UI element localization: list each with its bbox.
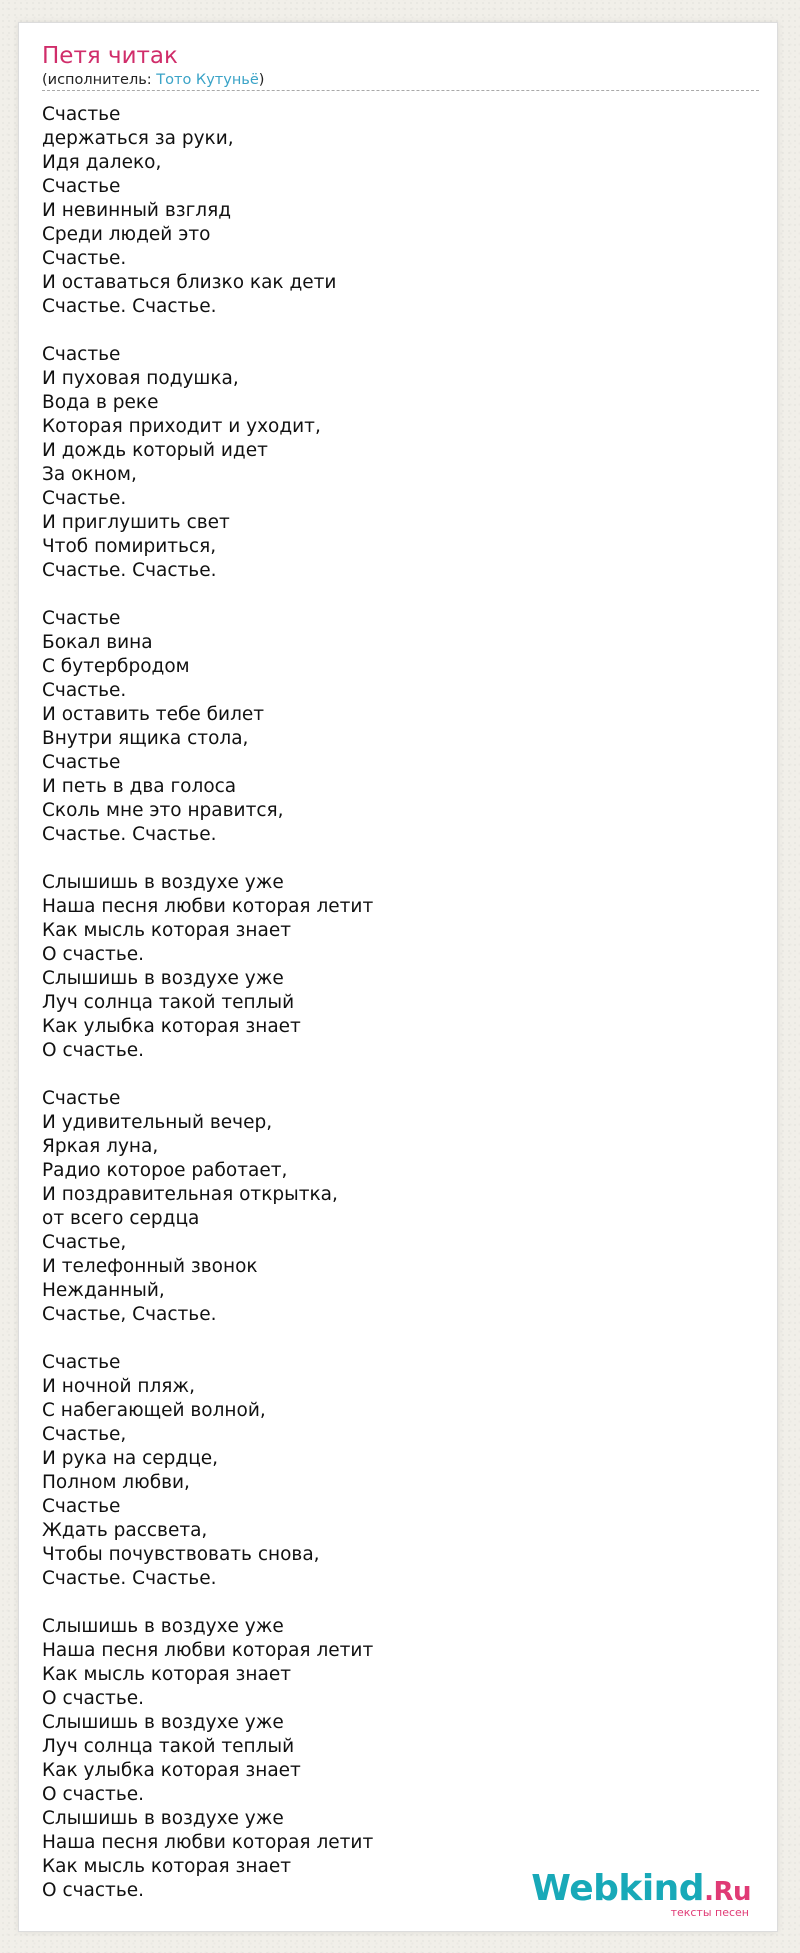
lyrics-line: Чтобы почувствовать снова, [42,1544,320,1565]
lyrics-line: Счастье [42,1496,121,1517]
lyrics-line: Слышишь в воздухе уже [42,1808,284,1829]
lyrics-line: Как улыбка которая знает [42,1760,301,1781]
lyrics-line: от всего сердца [42,1208,200,1229]
performer-suffix: ) [258,72,265,88]
lyrics-stanza [42,607,762,847]
lyrics-line: О счастье. [42,1880,144,1901]
lyrics-line: И дождь который идет [42,440,268,461]
lyrics-line: Нежданный, [42,1280,165,1301]
lyrics-line: И оставаться близко как дети [42,272,337,293]
lyrics-line: И петь в два голоса [42,776,237,797]
lyrics-line: Счастье. Счастье. [42,1568,217,1589]
lyrics-line: О счастье. [42,1784,144,1805]
lyrics-line: И удивительный вечер, [42,1112,273,1133]
lyrics-line: Счастье. [42,248,127,269]
lyrics-line: Счастье. [42,488,127,509]
lyrics-line: Счастье, [42,1424,127,1445]
lyrics-line: Слышишь в воздухе уже [42,1616,284,1637]
lyrics-line: Среди людей это [42,224,211,245]
song-title: Петя читак [42,43,178,69]
logo-tld: .Ru [704,1877,751,1907]
lyrics-stanza [42,1351,762,1591]
lyrics-line: За окном, [42,464,137,485]
lyrics-line: Чтоб помириться, [42,536,217,557]
performer-link[interactable]: Тото Кутуньё [156,72,259,88]
lyrics-line: Слышишь в воздухе уже [42,1712,284,1733]
lyrics-card [18,22,778,1932]
lyrics-line: И приглушить свет [42,512,230,533]
song-header [42,41,759,91]
lyrics-line: Идя далеко, [42,152,162,173]
lyrics-line: О счастье. [42,944,144,965]
lyrics-line: О счастье. [42,1040,144,1061]
lyrics-line: Счастье. Счастье. [42,560,217,581]
lyrics-line: Слышишь в воздухе уже [42,968,284,989]
lyrics-line: Счастье [42,752,121,773]
lyrics-line: О счастье. [42,1688,144,1709]
lyrics-line: Луч солнца такой теплый [42,1736,295,1757]
lyrics-line: И поздравительная открытка, [42,1184,338,1205]
lyrics-line: И пуховая подушка, [42,368,239,389]
performer-prefix: (исполнитель: [42,72,157,88]
lyrics-line: Наша песня любви которая летит [42,1640,374,1661]
lyrics-line: И оставить тебе билет [42,704,265,725]
logo-brand: Webkind [531,1868,705,1909]
lyrics-line: И телефонный звонок [42,1256,258,1277]
lyrics-line: Яркая луна, [42,1136,159,1157]
lyrics-line: держаться за руки, [42,128,234,149]
lyrics-line: Сколь мне это нравится, [42,800,284,821]
lyrics-line: Наша песня любви которая летит [42,1832,374,1853]
lyrics-line: Счастье. Счастье. [42,296,217,317]
lyrics-line: Слышишь в воздухе уже [42,872,284,893]
lyrics-line: Вода в реке [42,392,159,413]
lyrics-line: Внутри ящика стола, [42,728,249,749]
lyrics-line: Ждать рассвета, [42,1520,208,1541]
lyrics-line: Счастье [42,1352,121,1373]
lyrics-text [42,103,762,1927]
lyrics-line: Счастье. [42,680,127,701]
lyrics-line: И невинный взгляд [42,200,232,221]
site-logo[interactable] [531,1869,751,1919]
lyrics-line: Как мысль которая знает [42,1856,291,1877]
lyrics-line: С бутербродом [42,656,190,677]
lyrics-line: И ночной пляж, [42,1376,195,1397]
logo-tagline: тексты песен [670,1906,749,1919]
lyrics-line: Которая приходит и уходит, [42,416,321,437]
lyrics-line: Счастье [42,176,121,197]
performer-line [42,71,759,89]
lyrics-line: Как улыбка которая знает [42,1016,301,1037]
lyrics-line: Счастье [42,608,121,629]
lyrics-line: Счастье [42,344,121,365]
lyrics-line: Полном любви, [42,1472,190,1493]
lyrics-line: Счастье. Счастье. [42,824,217,845]
lyrics-line: Счастье, Счастье. [42,1304,217,1325]
lyrics-stanza [42,1615,762,1903]
lyrics-stanza [42,871,762,1063]
lyrics-line: С набегающей волной, [42,1400,266,1421]
lyrics-line: Наша песня любви которая летит [42,896,374,917]
lyrics-line: Радио которое работает, [42,1160,288,1181]
lyrics-line: Счастье [42,104,121,125]
lyrics-line: Бокал вина [42,632,153,653]
lyrics-stanza [42,343,762,583]
lyrics-line: Счастье, [42,1232,127,1253]
lyrics-line: Как мысль которая знает [42,920,291,941]
lyrics-line: Как мысль которая знает [42,1664,291,1685]
lyrics-stanza [42,103,762,319]
lyrics-line: Луч солнца такой теплый [42,992,295,1013]
lyrics-stanza [42,1087,762,1327]
lyrics-line: Счастье [42,1088,121,1109]
lyrics-line: И рука на сердце, [42,1448,219,1469]
